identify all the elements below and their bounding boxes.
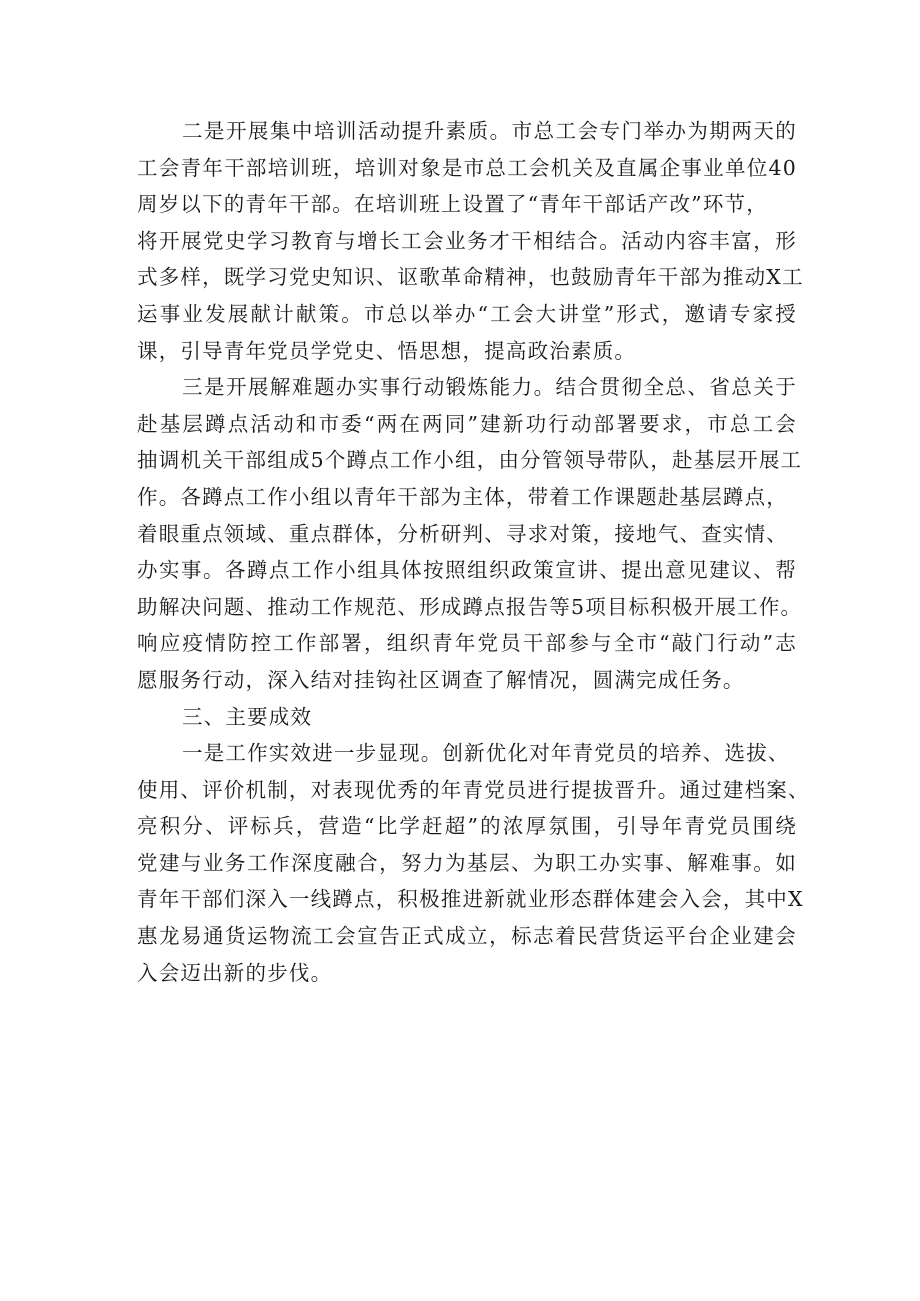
text-line: 运事业发展献计献策。市总以举办“工会大讲堂”形式，邀请专家授 xyxy=(137,301,797,326)
text-line: 三是开展解难题办实事行动锻炼能力。结合贯彻全总、省总关于 xyxy=(182,375,797,400)
text-line: 赴基层蹲点活动和市委“两在两同”建新功行动部署要求，市总工会 xyxy=(137,411,797,436)
text-line: 愿服务行动，深入结对挂钩社区调查了解情况，圆满完成任务。 xyxy=(137,667,745,692)
document-body xyxy=(137,113,810,991)
text-line: 一是工作实效进一步显现。创新优化对年青党员的培养、选拔、 xyxy=(182,741,790,766)
text-line: 办实事。各蹲点工作小组具体按照组织政策宣讲、提出意见建议、帮 xyxy=(137,558,797,583)
text-line: 式多样，既学习党史知识、讴歌革命精神，也鼓励青年干部为推动X工 xyxy=(137,265,804,290)
text-line: 周岁以下的青年干部。在培训班上设置了“青年干部话产改”环节， xyxy=(137,192,768,217)
text-line: 三、主要成效 xyxy=(182,704,313,729)
text-line: 亮积分、评标兵，营造“比学赶超”的浓厚氛围，引导年青党员围绕 xyxy=(137,814,797,839)
text-line: 青年干部们深入一线蹲点，积极推进新就业形态群体建会入会，其中X xyxy=(137,887,804,912)
text-line: 助解决问题、推动工作规范、形成蹲点报告等5项目标积极开展工作。 xyxy=(137,594,803,619)
text-line: 将开展党史学习教育与增长工会业务才干相结合。活动内容丰富，形 xyxy=(137,228,797,253)
text-line: 入会迈出新的步伐。 xyxy=(137,960,333,985)
text-line: 使用、评价机制，对表现优秀的年青党员进行提拔晋升。通过建档案、 xyxy=(137,777,810,802)
text-line: 惠龙易通货运物流工会宣告正式成立，标志着民营货运平台企业建会 xyxy=(137,924,797,949)
text-line: 抽调机关干部组成5个蹲点工作小组，由分管领导带队，赴基层开展工 xyxy=(137,448,803,473)
text-line: 着眼重点领域、重点群体，分析研判、寻求对策，接地气、查实情、 xyxy=(137,521,788,546)
text-line: 工会青年干部培训班，培训对象是市总工会机关及直属企事业单位40 xyxy=(137,155,797,180)
text-line: 作。各蹲点工作小组以青年干部为主体，带着工作课题赴基层蹲点， xyxy=(137,484,788,509)
text-line: 课，引导青年党员学党史、悟思想，提高政治素质。 xyxy=(137,338,637,363)
text-line: 党建与业务工作深度融合，努力为基层、为职工办实事、解难事。如 xyxy=(137,850,797,875)
text-line: 二是开展集中培训活动提升素质。市总工会专门举办为期两天的 xyxy=(182,119,797,143)
text-line: 响应疫情防控工作部署，组织青年党员干部参与全市“敲门行动”志 xyxy=(137,631,797,656)
